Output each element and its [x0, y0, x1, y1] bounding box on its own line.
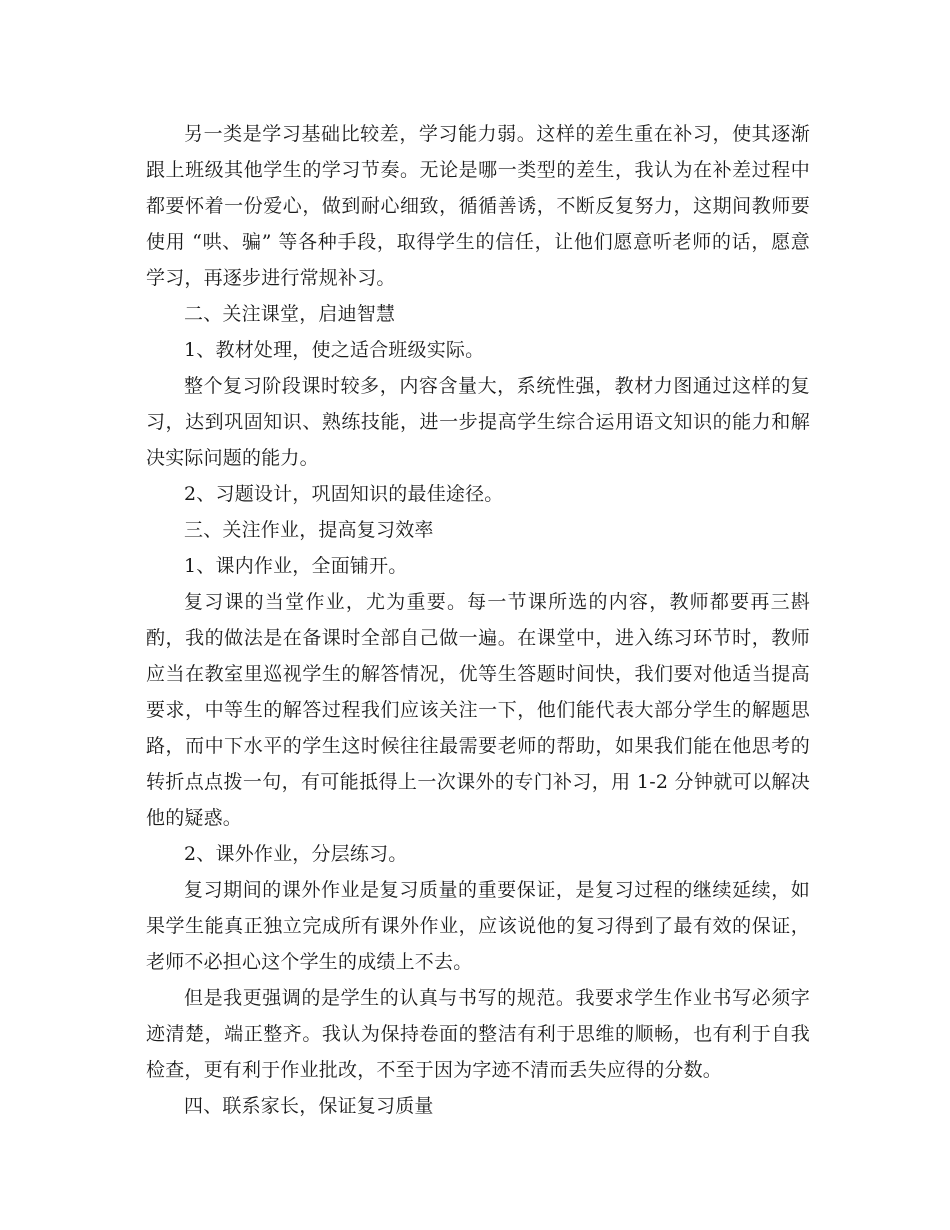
paragraph-handwriting: 但是我更强调的是学生的认真与书写的规范。我要求学生作业书写必须字迹清楚，端正整齐。我认为保持卷面的整洁有利于思维的顺畅，也有利于自我检查，更有利于作业批改，不至于因为字迹不清而丢失应得的分数。 [146, 987, 810, 1081]
subheading-in-class-work: 1、课内作业，全面铺开。 [184, 555, 408, 577]
section-heading-homework: 三、关注作业，提高复习效率 [184, 519, 434, 541]
subheading-exercise-design: 2、习题设计，巩固知识的最佳途径。 [184, 483, 504, 505]
subheading-textbook-handling: 1、教材处理，使之适合班级实际。 [184, 339, 485, 361]
section-heading-parents: 四、联系家长，保证复习质量 [184, 1095, 434, 1117]
subheading-homework-layers: 2、课外作业，分层练习。 [184, 843, 408, 865]
document-body [146, 116, 810, 1124]
paragraph-in-class-work: 复习课的当堂作业，尤为重要。每一节课所选的内容，教师都要再三斟酌，我的做法是在备课时全部自己做一遍。在课堂中，进入练习环节时，教师应当在教室里巡视学生的解答情况，优等生答题时间快，我们要对他适当提高要求，中等生的解答过程我们应该关注一下，他们能代表大部分学生的解题思路，而中下水平的学生这时候往往最需要老师的帮助，如果我们能在他思考的转折点点拨一句，有可能抵得上一次课外的专门补习，用 1-2 分钟就可以解决他的疑惑。 [146, 591, 810, 829]
section-heading-classroom: 二、关注课堂，启迪智慧 [184, 303, 396, 325]
paragraph-homework-quality: 复习期间的课外作业是复习质量的重要保证，是复习过程的继续延续，如果学生能真正独立完成所有课外作业，应该说他的复习得到了最有效的保证，老师不必担心这个学生的成绩上不去。 [146, 879, 810, 973]
paragraph-review-stage: 整个复习阶段课时较多，内容含量大，系统性强，教材力图通过这样的复习，达到巩固知识、熟练技能，进一步提高学生综合运用语文知识的能力和解决实际问题的能力。 [146, 375, 810, 469]
paragraph-remedial-students: 另一类是学习基础比较差，学习能力弱。这样的差生重在补习，使其逐渐跟上班级其他学生的学习节奏。无论是哪一类型的差生，我认为在补差过程中都要怀着一份爱心，做到耐心细致，循循善诱，不断反复努力，这期间教师要使用 “哄、骗” 等各种手段，取得学生的信任，让他们愿意听老师的话，愿意学习，再逐步进行常规补习。 [146, 123, 810, 289]
